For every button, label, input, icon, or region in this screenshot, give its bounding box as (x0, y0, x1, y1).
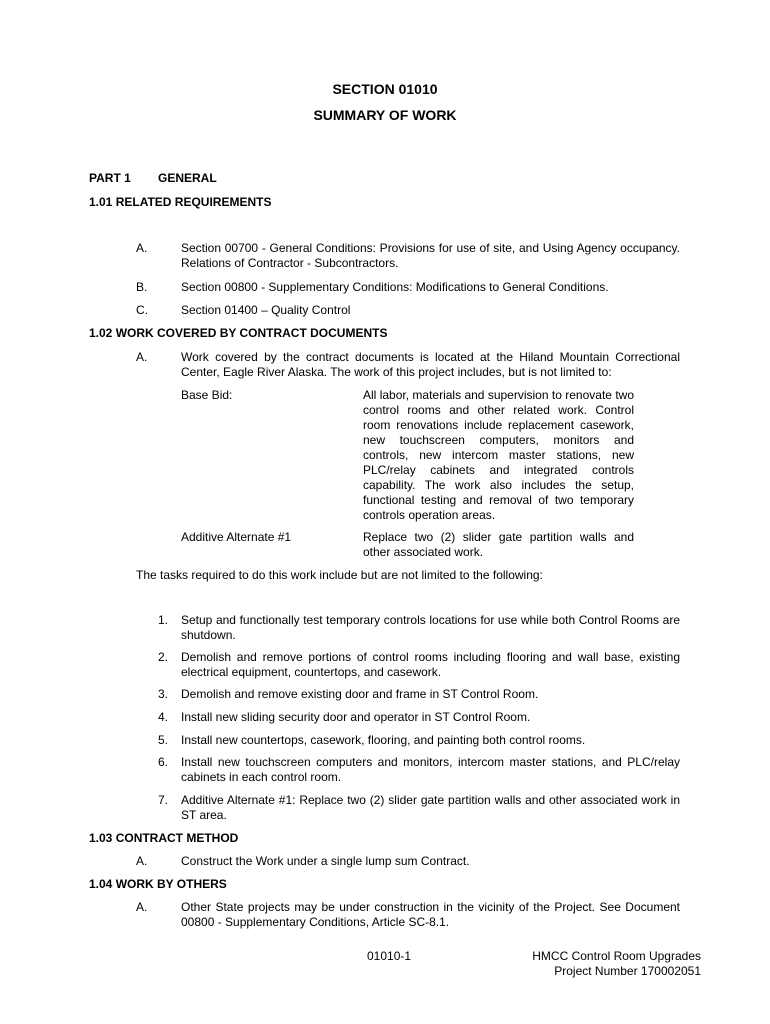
task-text: Demolish and remove portions of control rooms including flooring and wall base, existing electrical equipment, countertops, and casework. (181, 650, 680, 679)
item-letter: A. (136, 854, 148, 868)
section-title: SECTION 01010 (332, 81, 438, 97)
section-subtitle: SUMMARY OF WORK (313, 107, 457, 123)
base-bid-text: All labor, materials and supervision to renovate two control rooms and other related work. Control room renovations include replacement casework, new touchscreen computers, monitors and controls, new intercom master stations, new PLC/relay cabinets and integrated controls capability. The work also includes the setup, functional testing and removal of two temporary controls operation areas. (363, 388, 634, 522)
task-number: 6. (158, 755, 169, 769)
task-number: 7. (158, 793, 169, 807)
task-number: 1. (158, 613, 169, 627)
task-text: Install new countertops, casework, flooring, and painting both control rooms. (181, 733, 586, 747)
heading-1-01: 1.01 RELATED REQUIREMENTS (89, 195, 272, 209)
task-text: Additive Alternate #1: Replace two (2) slider gate partition walls and other associated work in ST area. (181, 793, 680, 822)
heading-1-03: 1.03 CONTRACT METHOD (89, 831, 239, 845)
item-letter: C. (136, 303, 148, 317)
item-letter: A. (136, 350, 148, 364)
item-text: Other State projects may be under construction in the vicinity of the Project. See Document 00800 - Supplementary Conditions, Article SC-8.1. (181, 900, 680, 929)
heading-1-02: 1.02 WORK COVERED BY CONTRACT DOCUMENTS (89, 326, 388, 340)
tasks-intro: The tasks required to do this work include but are not limited to the following: (136, 568, 543, 582)
item-text: Section 00700 - General Conditions: Provisions for use of site, and Using Agency occupancy. Relations of Contractor - Subcontractors. (181, 241, 680, 270)
task-text: Install new touchscreen computers and monitors, intercom master stations, and PLC/relay cabinets in each control room. (181, 755, 680, 784)
item-letter: A. (136, 900, 148, 914)
item-text: Section 00800 - Supplementary Conditions: Modifications to General Conditions. (181, 280, 609, 294)
item-text: Construct the Work under a single lump sum Contract. (181, 854, 470, 868)
task-number: 3. (158, 687, 169, 701)
footer-project-number: Project Number 170002051 (554, 964, 701, 978)
part-label: PART 1 (89, 171, 131, 185)
part-name: GENERAL (158, 171, 217, 185)
heading-1-04: 1.04 WORK BY OTHERS (89, 877, 227, 891)
task-number: 2. (158, 650, 169, 664)
footer-page-number: 01010-1 (367, 949, 412, 963)
item-text: Section 01400 – Quality Control (181, 303, 351, 317)
item-letter: A. (136, 241, 148, 255)
footer-project-title: HMCC Control Room Upgrades (532, 949, 701, 963)
task-text: Install new sliding security door and operator in ST Control Room. (181, 710, 531, 724)
additive-alternate-label: Additive Alternate #1 (181, 530, 292, 544)
task-text: Setup and functionally test temporary controls locations for use while both Control Rooms are shutdown. (181, 613, 680, 642)
item-letter: B. (136, 280, 148, 294)
additive-alternate-text: Replace two (2) slider gate partition walls and other associated work. (363, 530, 634, 559)
base-bid-label: Base Bid: (181, 388, 233, 402)
task-number: 5. (158, 733, 169, 747)
task-text: Demolish and remove existing door and frame in ST Control Room. (181, 687, 539, 701)
item-text: Work covered by the contract documents is located at the Hiland Mountain Correctional Center, Eagle River Alaska. The work of this project includes, but is not limited to: (181, 350, 680, 379)
task-number: 4. (158, 710, 169, 724)
